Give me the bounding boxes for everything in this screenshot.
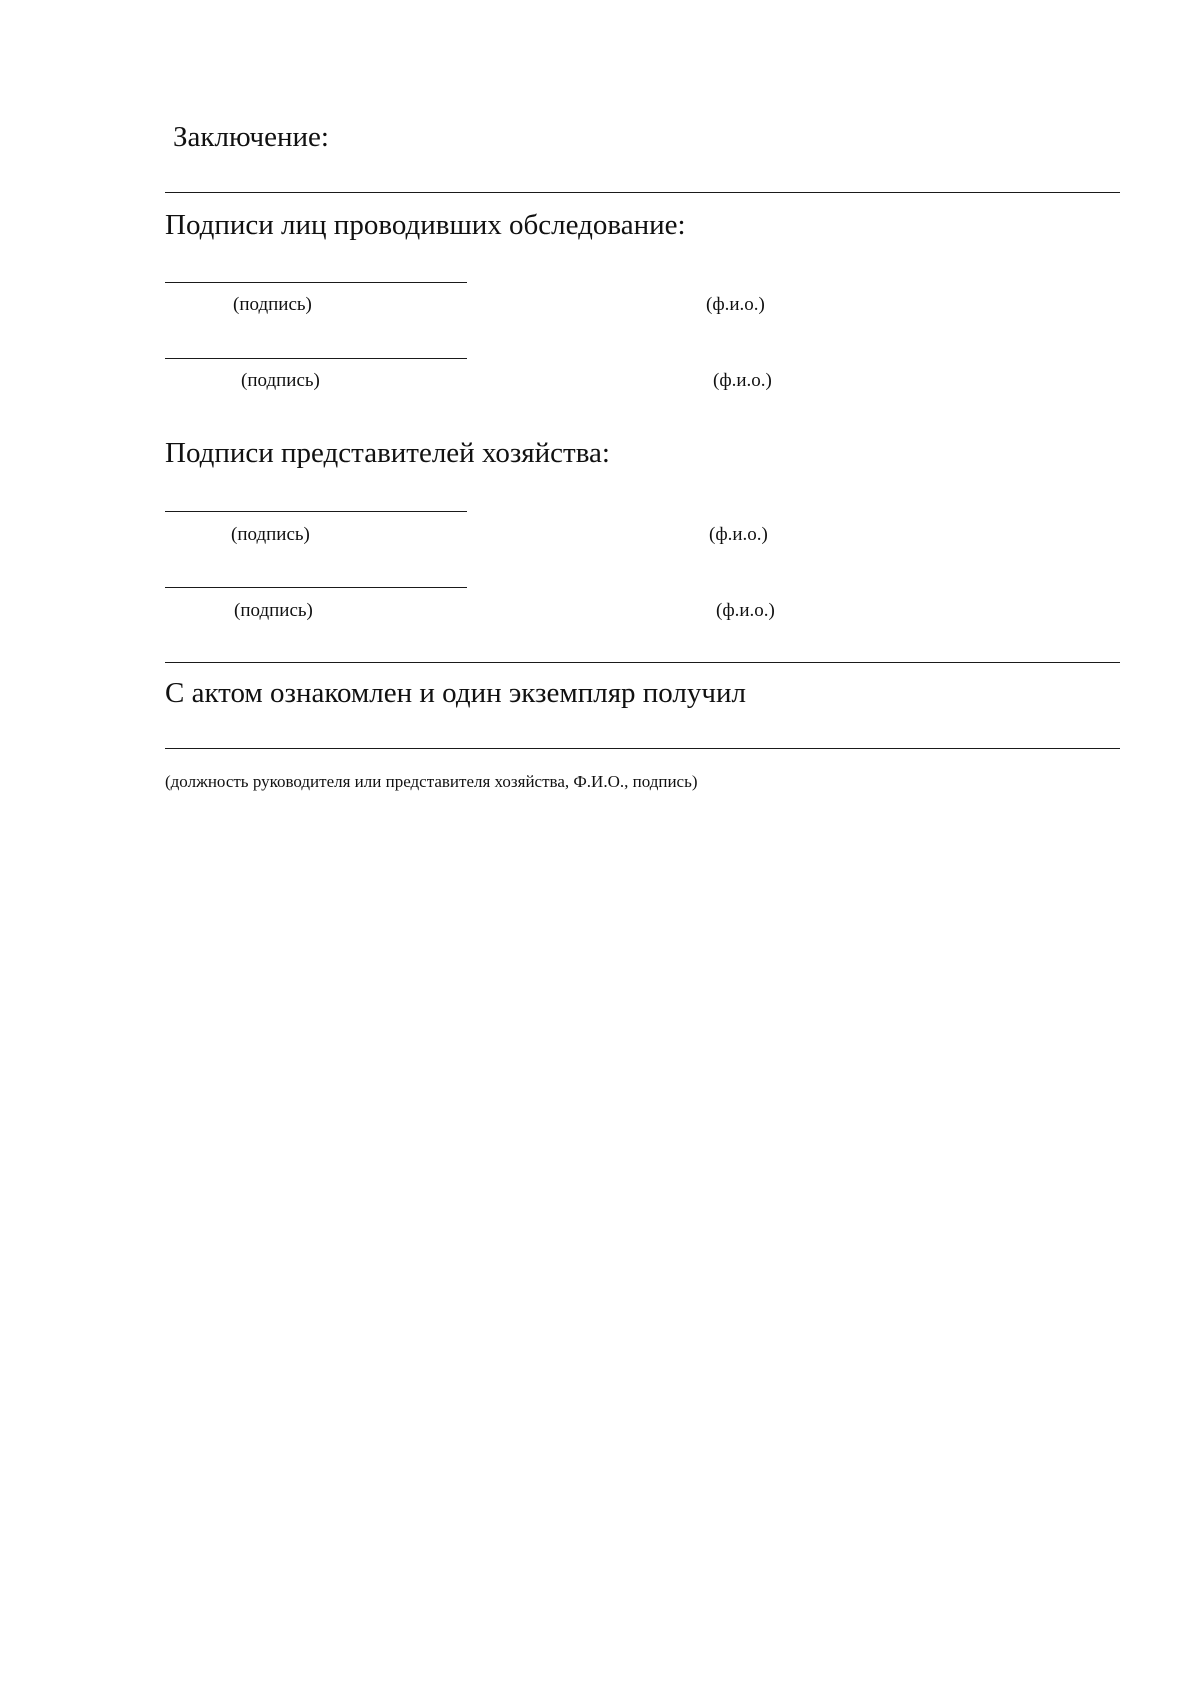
representative-1-signature-caption: (подпись) (231, 524, 310, 545)
inspector-2-signature-line[interactable] (165, 358, 467, 359)
representative-1-signature-line[interactable] (165, 511, 467, 512)
acknowledgement-signature-line[interactable] (165, 748, 1120, 749)
separator-line (165, 662, 1120, 663)
inspector-2-name-caption: (ф.и.о.) (713, 370, 772, 391)
inspector-1-signature-line[interactable] (165, 282, 467, 283)
acknowledgement-statement: С актом ознакомлен и один экземпляр получил (165, 677, 746, 709)
acknowledgement-caption: (должность руководителя или представителя хозяйства, Ф.И.О., подпись) (165, 772, 698, 791)
representative-2-signature-line[interactable] (165, 587, 467, 588)
representative-1-name-caption: (ф.и.о.) (709, 524, 768, 545)
representative-2-name-caption: (ф.и.о.) (716, 600, 775, 621)
inspector-1-name-caption: (ф.и.о.) (706, 294, 765, 315)
representative-2-signature-caption: (подпись) (234, 600, 313, 621)
farm-representatives-heading: Подписи представителей хозяйства: (165, 437, 610, 469)
conclusion-line[interactable] (165, 192, 1120, 193)
inspector-1-signature-caption: (подпись) (233, 294, 312, 315)
conclusion-label: Заключение: (173, 121, 329, 153)
inspector-2-signature-caption: (подпись) (241, 370, 320, 391)
inspectors-heading: Подписи лиц проводивших обследование: (165, 209, 686, 241)
